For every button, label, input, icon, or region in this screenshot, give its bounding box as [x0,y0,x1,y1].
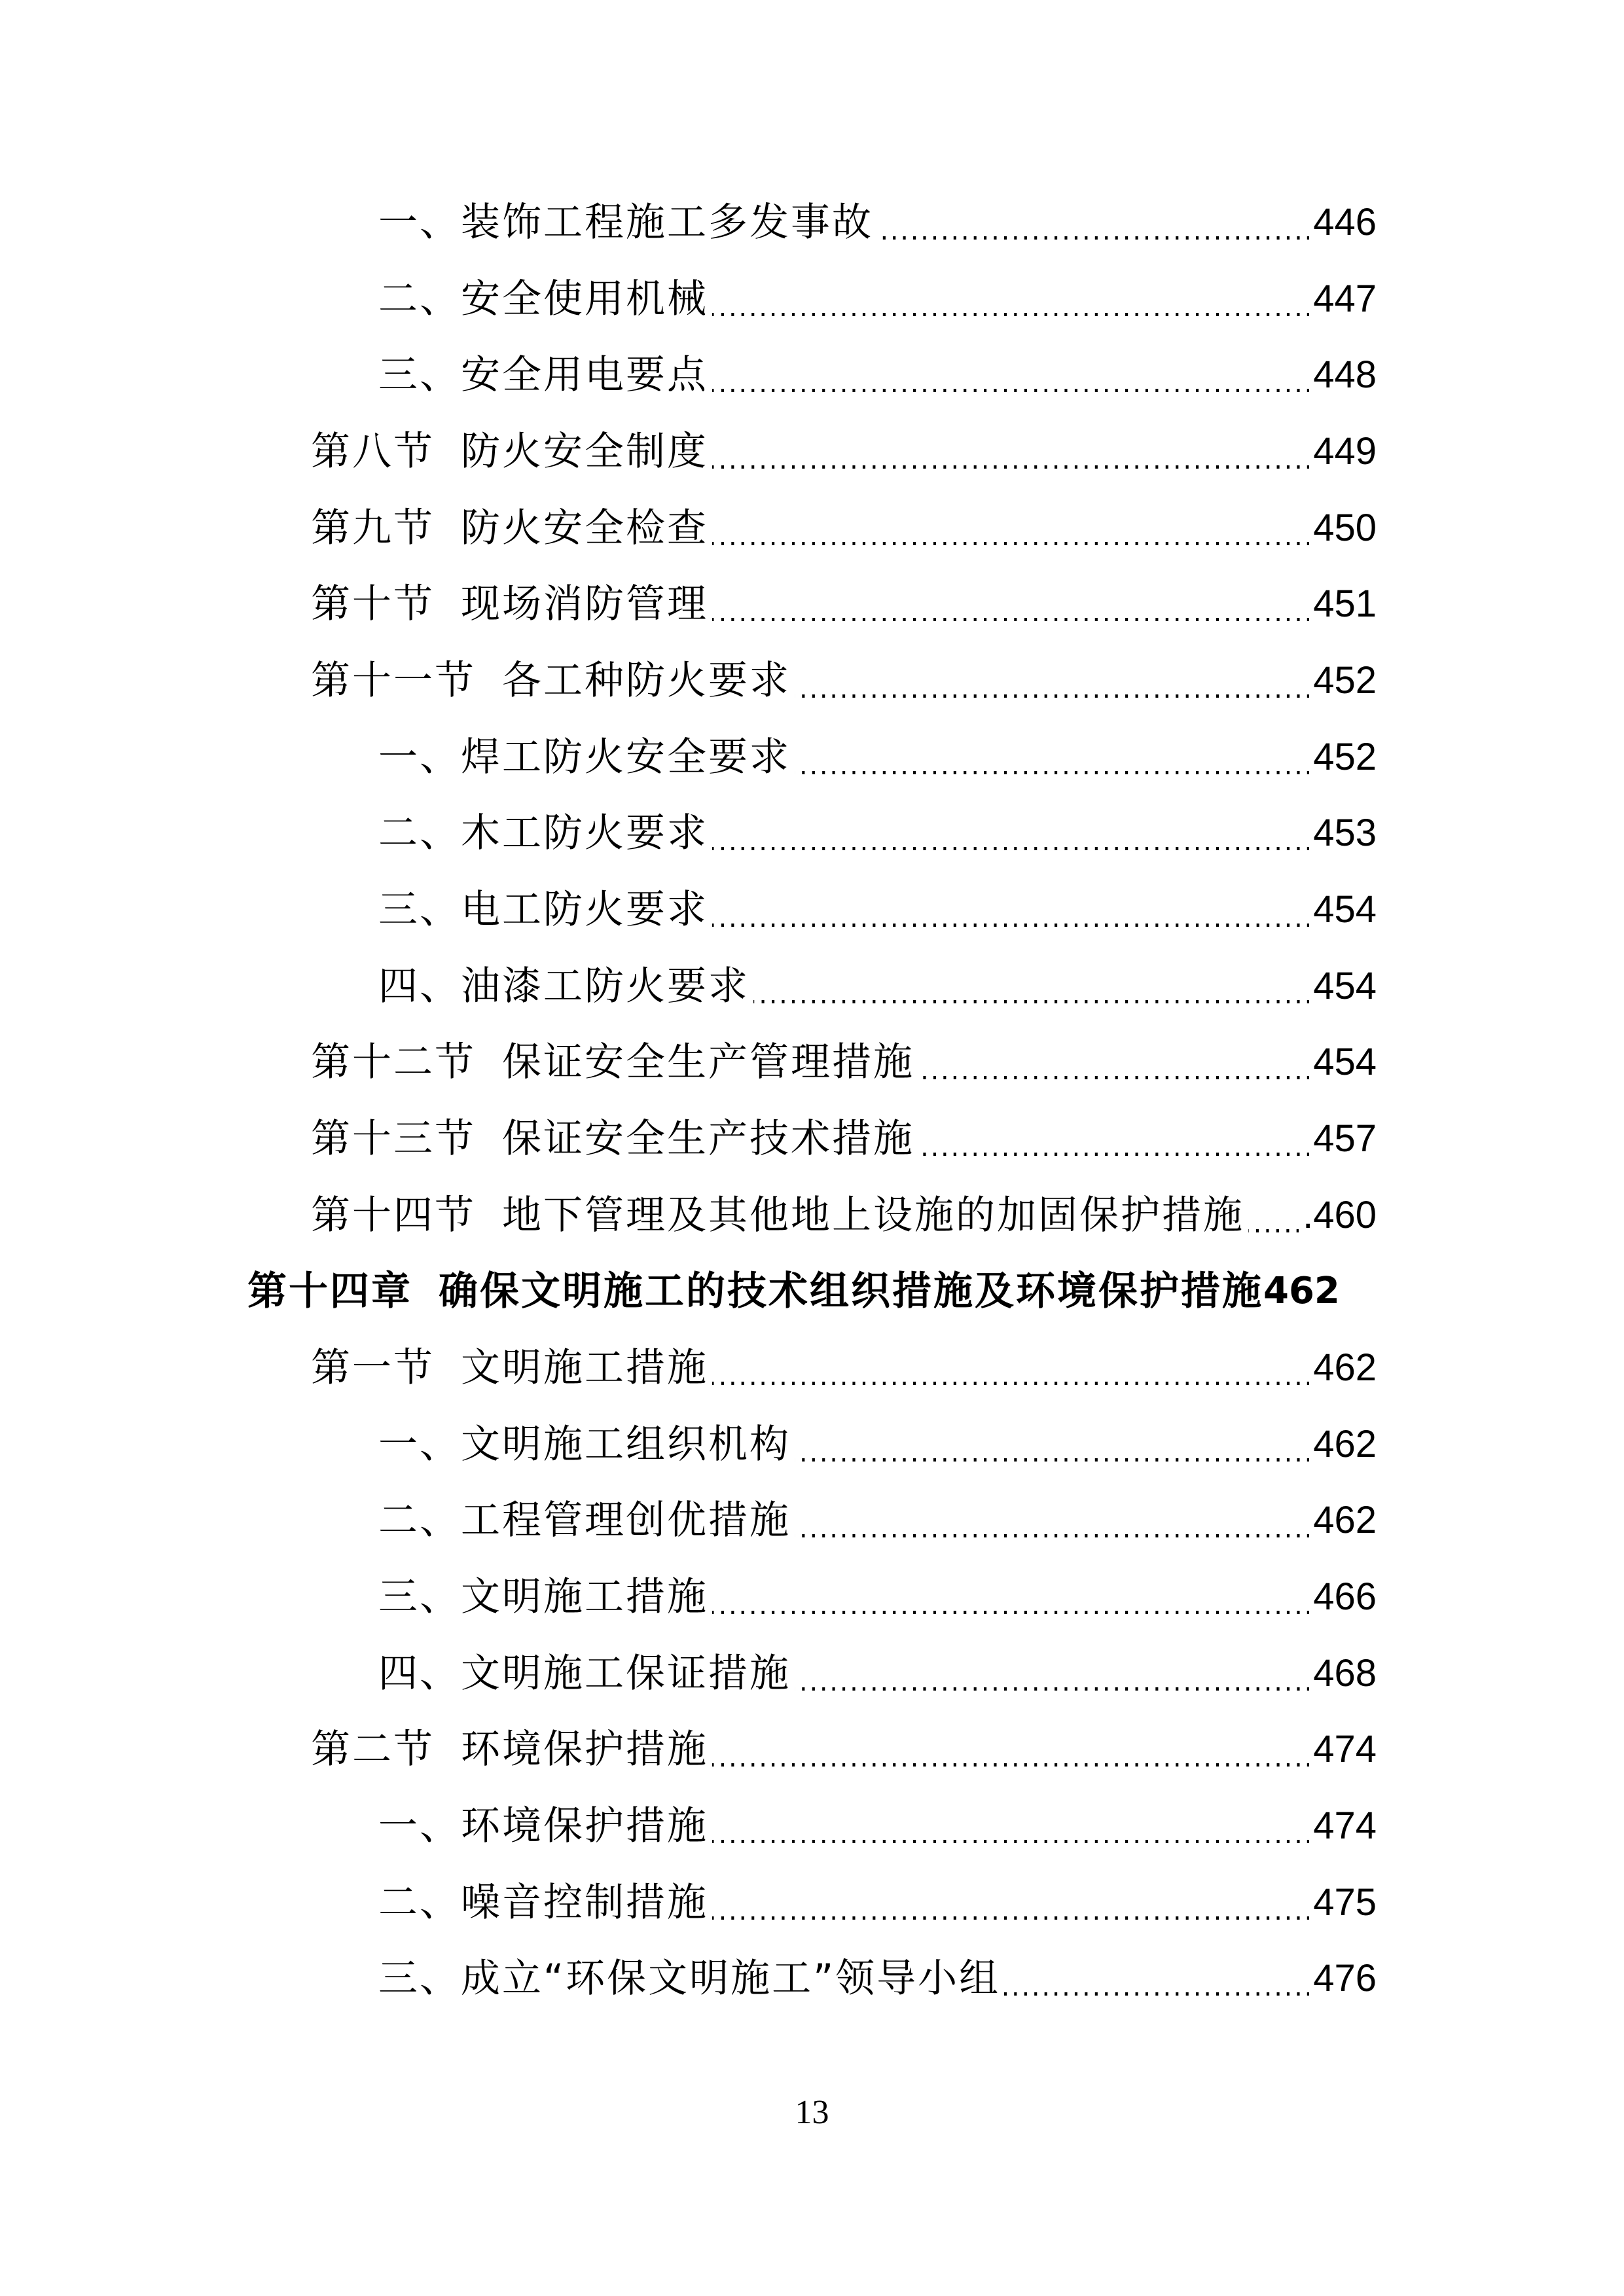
toc-entry[interactable] [378,1876,1377,1929]
toc-entry-title [378,196,873,249]
toc-entry-heading: 环境保护措施 [461,1727,708,1772]
toc-dot-leader [1248,1189,1299,1242]
toc-entry[interactable] [378,884,1377,936]
toc-page-number: 462 [1263,1270,1340,1312]
toc-entry[interactable] [378,196,1377,249]
toc-entry[interactable] [311,578,1377,630]
toc-entry-title [378,1952,1000,2005]
toc-entry[interactable] [311,425,1377,478]
toc-entry-prefix: 二、安全使用机械 [378,276,708,322]
toc-page-number: 449 [1313,430,1377,473]
toc-dot-leader [712,807,1309,859]
toc-dot-leader [712,1342,1309,1394]
toc-entry-heading: 保证安全生产管理措施 [502,1039,914,1085]
toc-dot-leader [712,349,1309,401]
toc-entry-prefix: 第十节 [311,581,435,627]
toc-page-number: 446 [1313,201,1377,243]
toc-page-number: 474 [1313,1728,1377,1770]
toc-dot-leader [795,655,1309,707]
toc-dot-leader [918,1113,1309,1165]
toc-entry-title [378,1494,791,1547]
toc-page-number: 448 [1313,353,1377,396]
toc-entry[interactable] [311,655,1377,707]
toc-entry-prefix: 第八节 [311,429,435,475]
toc-dot-leader [712,1723,1309,1776]
toc-page-number: 468 [1313,1652,1377,1695]
toc-entry[interactable] [311,502,1377,554]
toc-entry-prefix: 二、噪音控制措施 [378,1880,708,1926]
toc-dot-leader [712,502,1309,554]
toc-entry[interactable] [378,1418,1377,1471]
toc-dot-leader [712,425,1309,478]
toc-entry-prefix: 二、工程管理创优措施 [378,1498,791,1543]
toc-entry-prefix: 第十三节 [311,1116,476,1162]
toc-page-number: 457 [1313,1117,1377,1160]
toc-entry-title [311,1113,914,1165]
toc-entry[interactable] [378,731,1377,783]
toc-dot-leader [795,1418,1309,1471]
toc-entry-title [311,655,791,707]
toc-entry[interactable] [378,1952,1377,2005]
toc-dot-leader [795,1647,1309,1700]
toc-dot-leader [877,196,1309,249]
toc-entry[interactable] [378,273,1377,325]
toc-entry-title [378,273,708,325]
toc-entry-heading: 保证安全生产技术措施 [502,1116,914,1162]
toc-entry-prefix: 第一节 [311,1345,435,1391]
toc-dot-leader [712,578,1309,630]
toc-page-number: 454 [1313,888,1377,931]
toc-page-number: 474 [1313,1804,1377,1847]
toc-page-number: 466 [1313,1575,1377,1618]
toc-page-number: .460 [1303,1194,1377,1236]
toc-entry-prefix: 第二节 [311,1727,435,1772]
toc-entry-title [378,731,791,783]
toc-dot-leader [712,273,1309,325]
toc-dot-leader [712,884,1309,936]
toc-entry[interactable] [247,1265,1377,1318]
toc-page-number: 476 [1313,1957,1377,2000]
toc-entry-prefix: 三、成立“环保文明施工”领导小组 [378,1956,1001,2001]
toc-entry-title [311,425,708,478]
toc-entry-prefix: 第十一节 [311,658,476,704]
toc-entry-title [378,884,708,936]
toc-page-number: 462 [1313,1346,1377,1389]
toc-entry[interactable] [311,1113,1377,1165]
toc-entry-heading: 确保文明施工的技术组织措施及环境保护措施 [439,1268,1263,1314]
toc-dot-leader [753,960,1309,1013]
toc-page-number: 451 [1313,583,1377,625]
toc-page-number: 454 [1313,965,1377,1007]
toc-dot-leader [1004,1952,1309,2005]
toc-entry-heading: 文明施工措施 [461,1345,708,1391]
toc-entry-heading: 地下管理及其他地上设施的加固保护措施 [502,1193,1244,1238]
toc-entry-heading: 防火安全制度 [461,429,708,475]
toc-page-number: 462 [1313,1423,1377,1465]
toc-entry-prefix: 三、文明施工措施 [378,1574,708,1620]
toc-entry-prefix: 二、木工防火要求 [378,810,708,856]
toc-entry[interactable] [378,1800,1377,1852]
toc-entry-prefix: 第十四节 [311,1193,476,1238]
toc-entry-prefix: 三、安全用电要点 [378,352,708,398]
toc-entry[interactable] [311,1189,1377,1242]
toc-entry-prefix: 三、电工防火要求 [378,887,708,933]
toc-entry-title [378,807,708,859]
toc-entry-title [247,1265,1263,1318]
toc-entry-title [311,502,708,554]
toc-entry-heading: 各工种防火要求 [502,658,791,704]
toc-entry-prefix: 一、环境保护措施 [378,1803,708,1849]
toc-entry-title [378,960,749,1013]
toc-entry-title [378,349,708,401]
toc-entry[interactable] [311,1723,1377,1776]
toc-entry-prefix: 第十四章 [247,1268,412,1314]
toc-entry-prefix: 第九节 [311,505,435,551]
toc-dot-leader [712,1876,1309,1929]
toc-page-number: 452 [1313,659,1377,702]
toc-entry-title [378,1571,708,1623]
toc-entry-prefix: 一、装饰工程施工多发事故 [378,200,873,245]
toc-entry[interactable] [378,1571,1377,1623]
toc-dot-leader [712,1571,1309,1623]
toc-page-number: 475 [1313,1881,1377,1924]
toc-entry[interactable] [311,1036,1377,1088]
toc-page-number: 452 [1313,736,1377,778]
toc-entry-prefix: 一、焊工防火安全要求 [378,734,791,780]
toc-dot-leader [795,1494,1309,1547]
toc-entry-title [378,1876,708,1929]
toc-page-number: 450 [1313,507,1377,549]
toc-page-number: 453 [1313,812,1377,854]
toc-entry-title [311,1723,708,1776]
toc-page-number: 462 [1313,1499,1377,1541]
toc-entry-prefix: 四、油漆工防火要求 [378,963,749,1009]
toc-entry-title [378,1647,791,1700]
toc-entry-title [311,1036,914,1088]
toc-page-number: 447 [1313,278,1377,320]
toc-dot-leader [918,1036,1309,1088]
toc-entry[interactable] [378,1647,1377,1700]
toc-entry-title [378,1418,791,1471]
toc-entry-title [311,1342,708,1394]
toc-entry[interactable] [378,807,1377,859]
toc-entry[interactable] [378,349,1377,401]
toc-entry-prefix: 一、文明施工组织机构 [378,1422,791,1467]
toc-page-number: 454 [1313,1041,1377,1083]
toc-entry-prefix: 第十二节 [311,1039,476,1085]
toc-entry-heading: 现场消防管理 [461,581,708,627]
toc-entry-title [378,1800,708,1852]
page-number: 13 [795,2094,829,2131]
toc-entry[interactable] [311,1342,1377,1394]
toc-entry-title [311,1189,1244,1242]
toc-entry-title [311,578,708,630]
toc-entry[interactable] [378,960,1377,1013]
toc-dot-leader [795,731,1309,783]
toc-entry[interactable] [378,1494,1377,1547]
toc-entry-heading: 防火安全检查 [461,505,708,551]
toc-entry-prefix: 四、文明施工保证措施 [378,1651,791,1696]
toc-dot-leader [712,1800,1309,1852]
